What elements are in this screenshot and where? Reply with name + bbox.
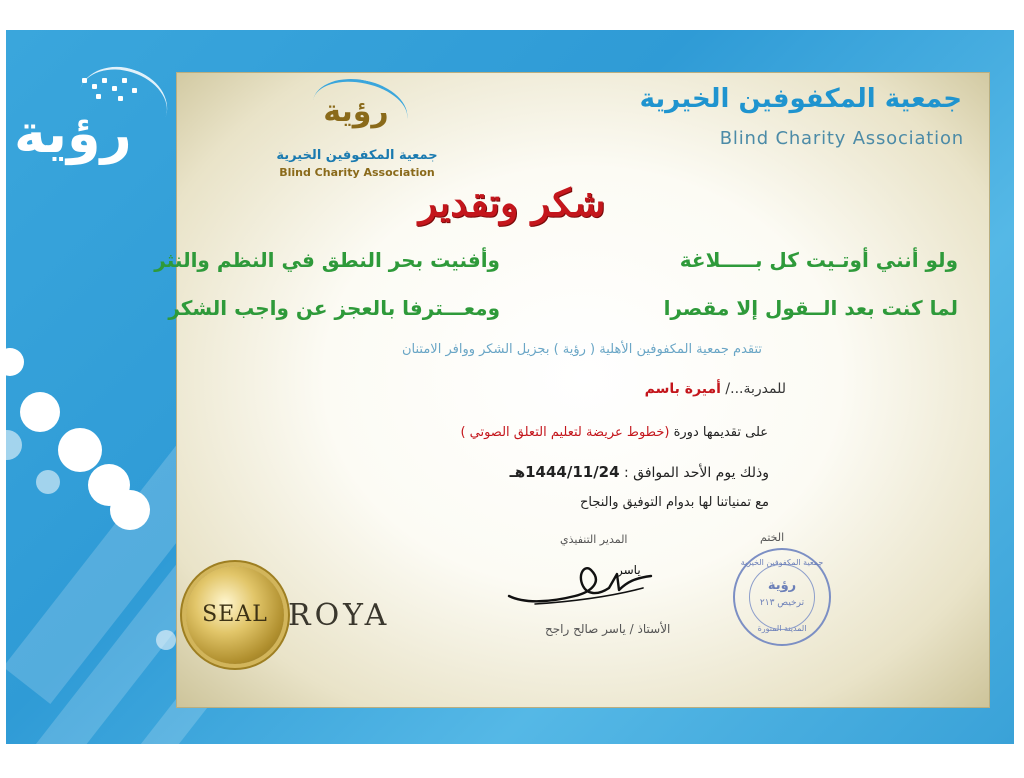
seal-text: SEAL <box>202 602 268 627</box>
trainer-line <box>645 381 786 397</box>
center-logo <box>272 76 442 186</box>
stamp-city: المدينة المنورة <box>757 624 807 633</box>
logo-pixel <box>132 88 137 93</box>
logo-pixel <box>82 78 87 83</box>
official-stamp <box>733 548 831 646</box>
decor-dot <box>6 348 24 376</box>
certificate-title: شكر وتقدير <box>418 180 606 225</box>
date-label: وذلك يوم الأحد الموافق : <box>624 465 769 481</box>
logo-pixel <box>102 78 107 83</box>
logo-pixel <box>92 84 97 89</box>
stamp-inner-ring <box>749 564 815 630</box>
stamp-reg: ترخيص ٢١٣ <box>759 598 805 608</box>
decor-dot <box>36 470 60 494</box>
poem-line-1-right: ولو أنني أوتـيت كل بـــــلاغة <box>679 248 958 272</box>
decor-dot <box>156 630 176 650</box>
date-value: 1444/11/24هـ <box>509 463 620 481</box>
seal-brand: ROYA <box>288 598 391 633</box>
brand-logo-text: رؤية <box>14 102 132 165</box>
director-signature <box>505 552 655 612</box>
trainer-label: للمدربة.../ <box>725 381 786 397</box>
poem-line-2-left: ومعـــترفا بالعجز عن واجب الشكر <box>168 296 500 320</box>
wish-text: مع تمنياتنا لها بدوام التوفيق والنجاح <box>580 495 769 510</box>
center-logo-name-en: Blind Charity Association <box>279 166 435 179</box>
director-name: الأستاذ / ياسر صالح راجح <box>545 622 671 636</box>
poem-line-2-right: لما كنت بعد الــقول إلا مقصرا <box>663 296 958 320</box>
course-value: (خطوط عريضة لتعليم التعلق الصوتي ) <box>460 425 670 440</box>
course-label: على تقديمها دورة <box>673 425 768 440</box>
signature-text: ياسر <box>617 563 641 577</box>
center-logo-name-ar: جمعية المكفوفين الخيرية <box>276 148 438 163</box>
gold-seal <box>186 566 284 664</box>
stamp-top-text: جمعية المكفوفين الخيرية <box>740 558 824 567</box>
intro-text: تتقدم جمعية المكفوفين الأهلية ( رؤية ) بجزيل الشكر ووافر الامتنان <box>401 342 763 357</box>
poem-line-1-left: وأفنيت بحر النطق في النظم والنثر <box>154 248 500 272</box>
logo-pixel <box>122 78 127 83</box>
director-label: المدير التنفيذي <box>560 533 628 546</box>
course-line <box>460 425 768 440</box>
decor-dot <box>58 428 102 472</box>
association-name-ar: جمعية المكفوفين الخيرية <box>639 84 962 114</box>
decor-dot <box>6 430 22 460</box>
decor-dot <box>20 392 60 432</box>
logo-pixel <box>112 86 117 91</box>
stamp-name: رؤية <box>767 578 797 593</box>
seal-label: الختم <box>760 531 785 544</box>
center-logo-mark: رؤية <box>323 94 389 129</box>
trainer-name: أميرة باسم <box>644 381 721 397</box>
decor-dot <box>110 490 150 530</box>
brand-logo <box>8 62 158 172</box>
logo-pixel <box>96 94 101 99</box>
association-name-en: Blind Charity Association <box>719 128 964 149</box>
date-line <box>510 463 769 481</box>
logo-pixel <box>118 96 123 101</box>
